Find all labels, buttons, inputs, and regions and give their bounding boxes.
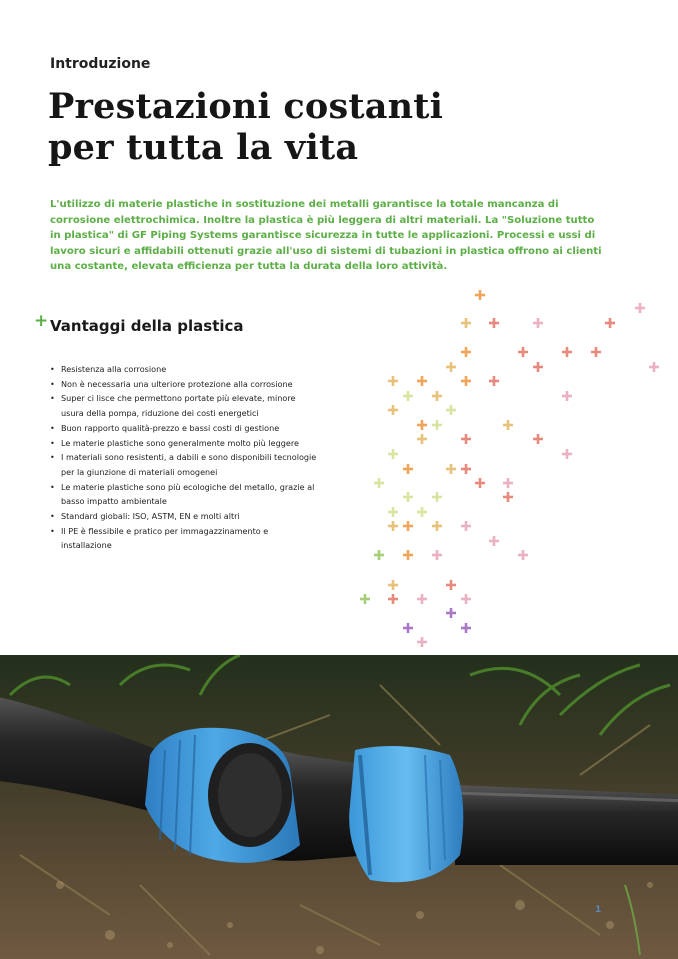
section-label: Introduzione [50,56,151,72]
intro-paragraph: L'utilizzo di materie plastiche in sostituzione dei metalli garantisce la totale mancanza di corrosione elettrochimica. Inoltre la plastica è più leggera di altri materiali. La "Soluzione tutto in plastica" di GF Piping Systems garantisce sicurezza in tutte le applicazioni. Processi e ussi di lavoro sicuri e affidabili ottenuti grazie all'uso di sistemi di tubazioni in plastica offrono ai clienti una costante, elevata efficienza per tutta la durata della loro attività. [50,199,602,273]
plus-icon [518,550,528,560]
plus-icon [475,478,485,488]
benefits-heading: Vantaggi della plastica [50,317,244,335]
plus-icon [533,434,543,444]
page-title-line-1: Prestazioni costanti [48,86,444,127]
plus-icon [374,478,384,488]
plus-icon [403,550,413,560]
plus-icon [417,507,427,517]
plus-icon [403,464,413,474]
benefit-item: • Resistenza alla corrosione [50,362,320,377]
pipe-photo [0,655,678,959]
plus-icon [432,420,442,430]
plus-icon: + [34,311,49,331]
plus-icon [446,362,456,372]
plus-icon [388,521,398,531]
plus-icon [461,623,471,633]
plus-icon [562,391,572,401]
plus-icon [417,434,427,444]
plus-icon [432,391,442,401]
plus-icon [388,507,398,517]
plus-icon [417,376,427,386]
plus-icon [489,318,499,328]
plus-icon [417,420,427,430]
plus-icon [503,478,513,488]
page-title-line-2: per tutta la vita [48,127,359,168]
plus-icon [432,492,442,502]
plus-icon [360,594,370,604]
plus-icon [417,594,427,604]
benefit-item: • Il PE è flessibile e pratico per immagazzinamento e installazione [50,524,320,553]
plus-icon [388,594,398,604]
plus-icon [461,434,471,444]
plus-icon [503,492,513,502]
plus-icon [649,362,659,372]
benefit-item: • I materiali sono resistenti, a dabili e sono disponibili tecnologie per la giunzione di materiali omogenei [50,450,320,479]
plus-icon [432,550,442,560]
plus-icon [446,580,456,590]
benefit-item: • Standard giobali: ISO, ASTM, EN e molti altri [50,509,320,524]
benefit-item: • Buon rapporto qualità-prezzo e bassi costi di gestione [50,421,320,436]
plus-icon [446,464,456,474]
plus-icon [403,391,413,401]
plus-icon [518,347,528,357]
plus-icon [461,347,471,357]
plus-icon [533,362,543,372]
plus-icon [374,550,384,560]
plus-icon [388,405,398,415]
plus-icon [461,594,471,604]
plus-icon [388,580,398,590]
plus-icon [461,521,471,531]
plus-icon [635,303,645,313]
plus-icon [432,521,442,531]
benefit-item: • Le materie plastiche sono generalmente molto più leggere [50,436,320,451]
plus-icon [475,290,485,300]
plus-icon [403,492,413,502]
plus-icon [461,318,471,328]
plus-icon [446,405,456,415]
plus-icon [461,464,471,474]
plus-icon [605,318,615,328]
benefit-item: • Non è necessaria una ulteriore protezione alla corrosione [50,377,320,392]
plus-icon [562,347,572,357]
plus-icon [446,608,456,618]
benefit-item: • Super ci lisce che permettono portate più elevate, minore usura della pompa, riduzione dei costi energetici [50,391,320,420]
plus-icon [388,376,398,386]
plus-icon [562,449,572,459]
plus-icon [489,376,499,386]
plus-icon [403,521,413,531]
plus-icon [489,536,499,546]
page-number: 1 [595,905,602,915]
plus-icon [461,376,471,386]
plus-icon [403,623,413,633]
plus-icon [503,420,513,430]
plus-icon [533,318,543,328]
plus-icon [388,449,398,459]
benefit-item: • Le materie plastiche sono più ecologiche del metallo, grazie al basso impatto ambientale [50,480,320,509]
plus-icon [417,637,427,647]
plus-icon [591,347,601,357]
